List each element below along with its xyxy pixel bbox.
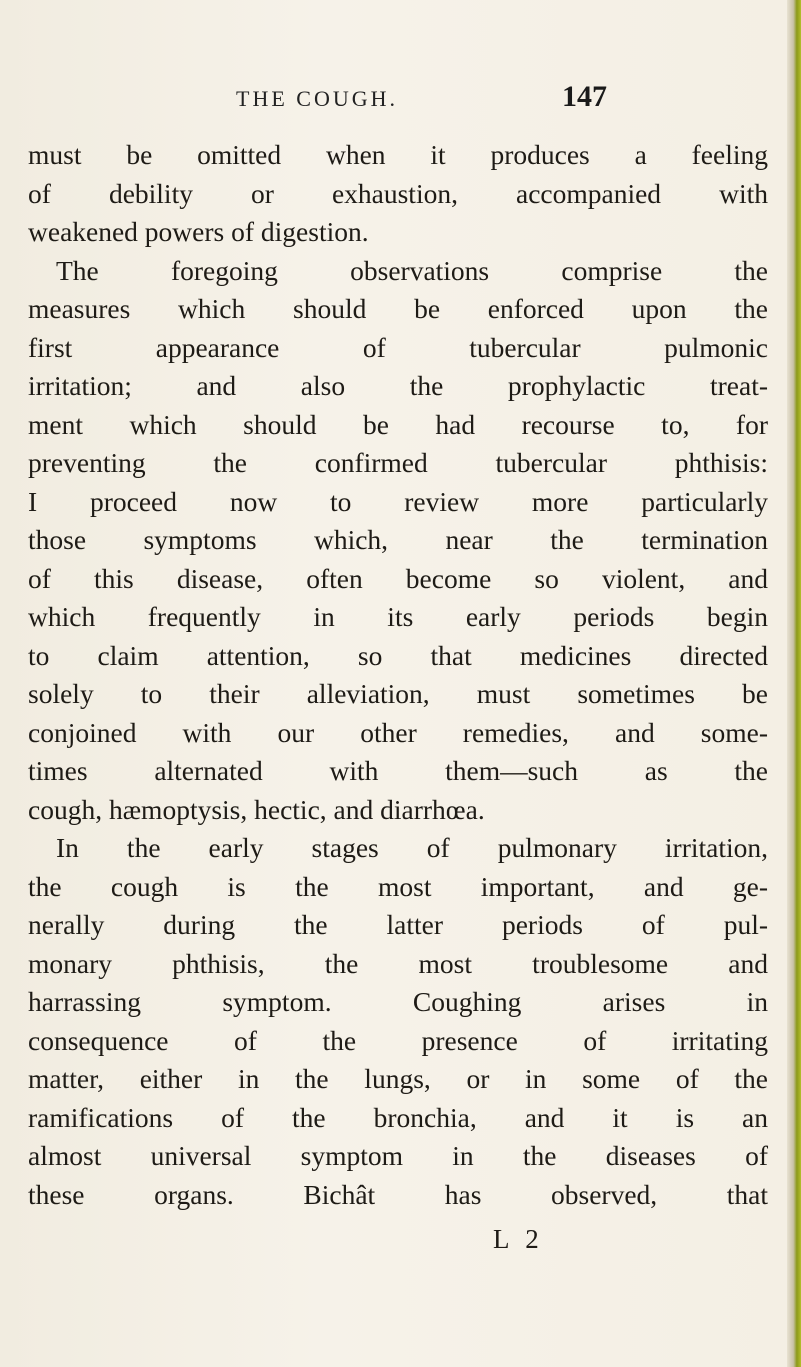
text-line: consequence of the presence of irritating [28, 1024, 768, 1056]
text-line: measures which should be enforced upon the [28, 293, 768, 324]
text-line: monary phthisis, the most troublesome and [28, 947, 768, 979]
text-line: nerally during the latter periods of pul- [28, 909, 768, 940]
text-line: weakened powers of digestion. [28, 216, 369, 247]
text-line: ment which should be had recourse to, for [28, 408, 768, 440]
text-line: those symptoms which, near the termination [28, 524, 768, 555]
text-line: to claim attention, so that medicines directed [28, 639, 768, 671]
text-line: first appearance of tubercular pulmonic [28, 331, 768, 363]
text-line: matter, either in the lungs, or in some of the [28, 1063, 768, 1094]
text-line: irritation; and also the prophylactic treat- [28, 370, 768, 401]
text-line: preventing the confirmed tubercular phthisis: [28, 447, 768, 478]
text-line: the cough is the most important, and ge- [28, 870, 768, 902]
text-line: In the early stages of pulmonary irritation, [56, 832, 768, 863]
text-line: which frequently in its early periods begin [28, 601, 768, 632]
body-text [28, 136, 768, 1214]
text-line: these organs. Bichât has observed, that [28, 1178, 768, 1210]
text-line: almost universal symptom in the diseases of [28, 1140, 768, 1171]
page-edge [787, 0, 801, 1367]
text-line: I proceed now to review more particularly [28, 485, 768, 517]
text-line: times alternated with them—such as the [28, 755, 768, 786]
page-header [0, 82, 801, 122]
running-head: THE COUGH. [236, 86, 398, 111]
text-line: of debility or exhaustion, accompanied with [28, 177, 768, 209]
text-line: conjoined with our other remedies, and some- [28, 716, 768, 748]
text-line: cough, hæmoptysis, hectic, and diarrhœa. [28, 793, 485, 825]
signature-mark: L 2 [493, 1224, 544, 1254]
text-line: of this disease, often become so violent, and [28, 562, 768, 594]
text-line: ramifications of the bronchia, and it is an [28, 1101, 768, 1133]
text-line: The foregoing observations comprise the [56, 254, 768, 286]
text-line: must be omitted when it produces a feeling [28, 139, 768, 170]
text-line: solely to their alleviation, must sometimes be [28, 678, 768, 709]
page-number: 147 [562, 80, 607, 113]
text-line: harrassing symptom. Coughing arises in [28, 986, 768, 1017]
